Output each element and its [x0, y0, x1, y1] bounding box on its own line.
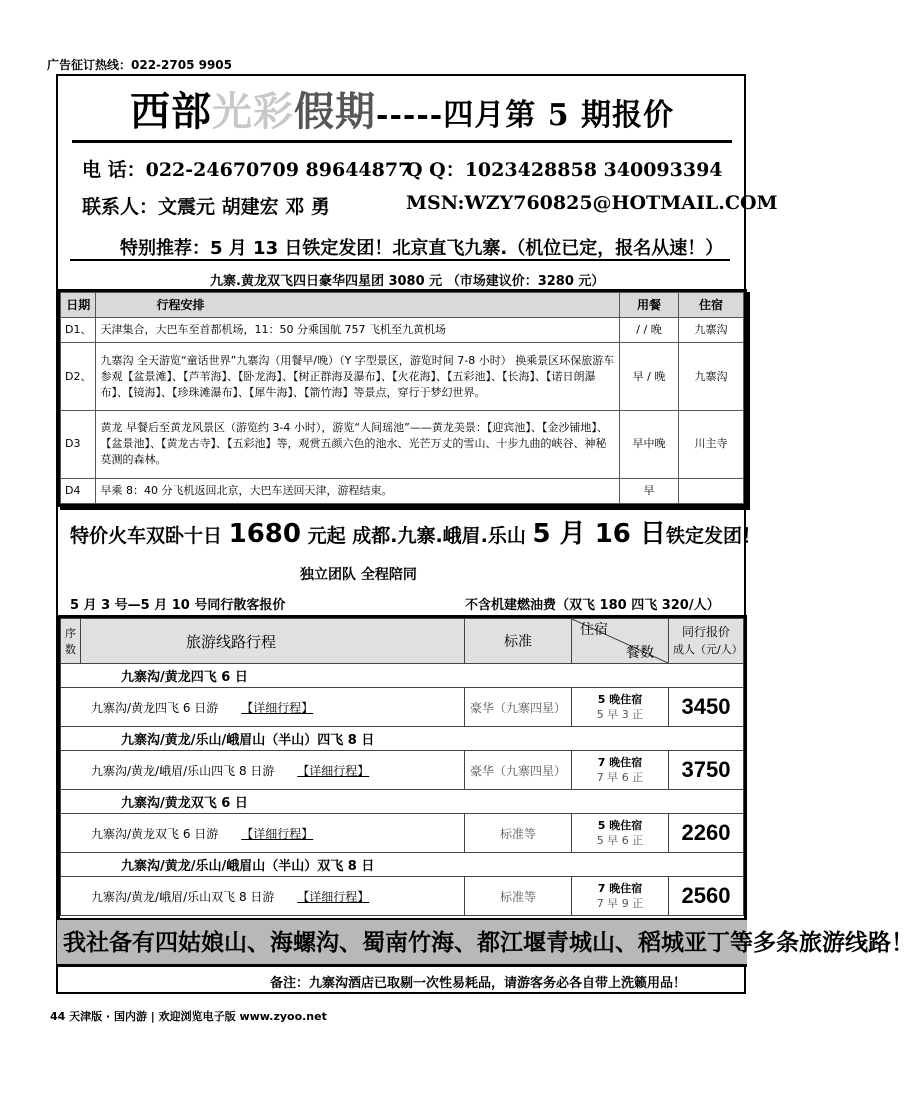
contact-phone: 电 话：022-24670709 89644877	[82, 159, 412, 181]
row-plan: 九寨沟 全天游览“童话世界”九寨沟（用餐早/晚）（Y 字型景区，游览时间 7-8 小时） 换乘景区环保旅游车参观【盆景滩】、【芦苇海】、【卧龙海】、【树正群海及瀑布】、【火花海】、【五彩池】、【长海】、【诺日朗瀑布】、【镜海】、【珍珠滩瀑布】、【犀牛海】、【箭竹海】等景点，穿行于梦幻世界。	[96, 343, 620, 411]
route-stay: 5 晚住宿 5 早 3 正	[572, 688, 669, 727]
header-diagonal	[572, 619, 668, 663]
train-text-2: 元起 成都.九寨.峨眉.乐山	[301, 525, 533, 547]
title-part-1: 西部	[130, 88, 212, 135]
row-meal: 早中晚	[620, 411, 679, 479]
row-stay: 九寨沟	[679, 318, 744, 343]
tour-subtitle: 九寨.黄龙双飞四日豪华四星团 3080 元 （市场建议价：3280 元）	[210, 274, 605, 289]
routes-banner: 我社备有四姑娘山、海螺沟、蜀南竹海、都江堰青城山、稻城亚丁等多条旅游线路！	[57, 918, 747, 964]
route-name: 九寨沟/黄龙四飞 6 日游	[91, 700, 219, 715]
route-cell	[61, 877, 465, 916]
row-stay	[679, 478, 744, 503]
price-table	[60, 618, 744, 916]
price-row	[61, 688, 744, 727]
route-stay: 7 晚住宿 7 早 9 正	[572, 877, 669, 916]
train-price: 1680	[228, 519, 301, 549]
route-group-title: 九寨沟/黄龙双飞 6 日	[61, 790, 744, 814]
route-detail-link[interactable]: 【详细行程】	[297, 763, 370, 778]
header-seq: 序数	[61, 619, 81, 664]
train-text-1: 特价火车双卧十日	[70, 525, 229, 547]
price-row	[61, 751, 744, 790]
header-stay	[572, 619, 669, 664]
ad-hotline: 广告征订热线：022-2705 9905	[47, 58, 233, 72]
row-plan: 天津集合，大巴车至首都机场，11：50 分乘国航 757 飞机至九黄机场	[96, 318, 620, 343]
itinerary-row	[61, 343, 744, 411]
header-meal: 用餐	[620, 293, 679, 318]
route-standard: 标准等	[465, 877, 572, 916]
row-day: D2、	[61, 343, 96, 411]
price-row	[61, 814, 744, 853]
quote-date-range: 5 月 3 号—5 月 10 号同行散客报价	[70, 598, 286, 613]
route-cell	[61, 751, 465, 790]
route-detail-link[interactable]: 【详细行程】	[297, 889, 370, 904]
route-price: 2260	[669, 814, 744, 853]
itinerary-table	[60, 292, 744, 504]
title-underline	[72, 140, 732, 143]
route-name: 九寨沟/黄龙双飞 6 日游	[91, 826, 219, 841]
itinerary-row	[61, 411, 744, 479]
row-day: D4	[61, 478, 96, 503]
route-group-title: 九寨沟/黄龙四飞 6 日	[61, 664, 744, 688]
row-day: D1、	[61, 318, 96, 343]
route-detail-link[interactable]: 【详细行程】	[241, 826, 314, 841]
route-stay: 5 晚住宿 5 早 6 正	[572, 814, 669, 853]
header-route: 旅游线路行程	[81, 619, 465, 664]
row-day: D3	[61, 411, 96, 479]
row-stay: 川主寺	[679, 411, 744, 479]
row-meal: 早	[620, 478, 679, 503]
route-price: 3450	[669, 688, 744, 727]
title-part-3: 假期	[294, 88, 376, 135]
price-table-wrap	[57, 615, 747, 967]
header-standard: 标准	[465, 619, 572, 664]
title-part-2: 光彩	[212, 88, 294, 135]
route-price: 2560	[669, 877, 744, 916]
route-name: 九寨沟/黄龙/峨眉/乐山四飞 8 日游	[91, 763, 275, 778]
route-price: 3750	[669, 751, 744, 790]
train-offer	[70, 513, 761, 550]
row-meal: 早 / 晚	[620, 343, 679, 411]
itinerary-row	[61, 318, 744, 343]
route-standard: 标准等	[465, 814, 572, 853]
itinerary-row	[61, 478, 744, 503]
route-standard: 豪华（九寨四星）	[465, 751, 572, 790]
row-stay: 九寨沟	[679, 343, 744, 411]
route-stay: 7 晚住宿 7 早 6 正	[572, 751, 669, 790]
route-cell	[61, 688, 465, 727]
contact-msn: MSN:WZY760825@HOTMAIL.COM	[406, 192, 778, 214]
header-price	[669, 619, 744, 664]
train-text-3: 铁定发团！	[665, 525, 761, 547]
route-detail-link[interactable]: 【详细行程】	[241, 700, 314, 715]
hotel-note: 备注：九寨沟酒店已取剔一次性易耗品，请游客务必各自带上洗籁用品！	[270, 976, 687, 991]
contact-people: 联系人：文震元 胡建宏 邓 勇	[82, 196, 330, 218]
page-footer: 44 天津版 · 国内游 | 欢迎浏览电子版 www.zyoo.net	[50, 1010, 327, 1023]
header-stay: 住宿	[679, 293, 744, 318]
special-underline	[70, 259, 730, 261]
header-stay-top: 住宿	[580, 622, 608, 638]
quote-fuel-note: 不含机建燃油费（双飞 180 四飞 320/人）	[465, 598, 720, 613]
header-price-top: 同行报价	[681, 625, 730, 639]
header-plan: 行程安排	[96, 293, 620, 318]
page-title	[130, 80, 674, 137]
route-name: 九寨沟/黄龙/峨眉/乐山双飞 8 日游	[91, 889, 275, 904]
itinerary-table-wrap	[57, 289, 747, 507]
row-plan: 早乘 8：40 分飞机返回北京，大巴车送回天津，游程结束。	[96, 478, 620, 503]
route-standard: 豪华（九寨四星）	[465, 688, 572, 727]
price-row	[61, 877, 744, 916]
header-date: 日期	[61, 293, 96, 318]
title-part-4: -----四月第 5 期报价	[376, 98, 675, 133]
special-recommendation: 特别推荐：5 月 13 日铁定发团！北京直飞九寨.（机位已定，报名从速！）	[120, 238, 724, 259]
independent-group: 独立团队 全程陪同	[300, 567, 417, 583]
route-group-title: 九寨沟/黄龙/乐山/峨眉山（半山）双飞 8 日	[61, 853, 744, 877]
contact-qq: Q Q：1023428858 340093394	[406, 159, 723, 181]
row-meal: / / 晚	[620, 318, 679, 343]
route-cell	[61, 814, 465, 853]
row-plan: 黄龙 早餐后至黄龙风景区（游览约 3-4 小时），游览“人间瑶池”——黄龙美景：【迎宾池】、【金沙铺地】、【盆景池】、【黄龙古寺】、【五彩池】等，观赏五颜六色的池水、光芒万丈的雪山、十步九曲的峡谷、神秘莫测的森林。	[96, 411, 620, 479]
route-group-title: 九寨沟/黄龙/乐山/峨眉山（半山）四飞 8 日	[61, 727, 744, 751]
header-stay-bottom: 餐数	[626, 645, 654, 661]
train-date: 5 月 16 日	[532, 519, 666, 549]
header-price-bottom: 成人（元/人）	[673, 643, 743, 656]
